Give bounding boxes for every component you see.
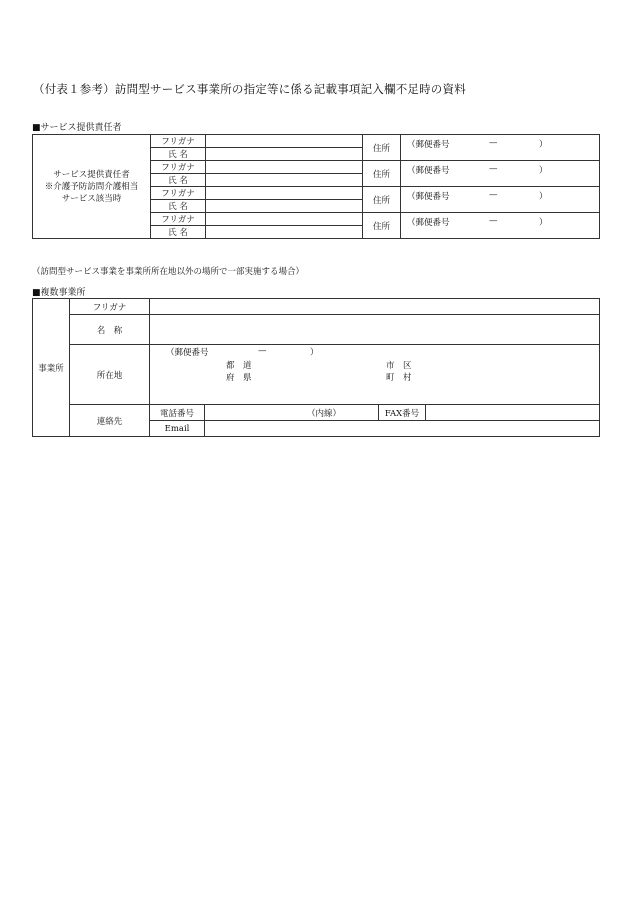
fax-label: FAX番号 bbox=[379, 405, 426, 421]
address-field[interactable] bbox=[401, 187, 600, 213]
multiple-offices-table bbox=[32, 298, 600, 437]
prefecture-top: 都 道 bbox=[226, 361, 252, 371]
service-manager-table bbox=[32, 134, 600, 239]
email-label: Email bbox=[150, 421, 205, 437]
furigana-label: フリガナ bbox=[151, 161, 206, 174]
address-field[interactable] bbox=[401, 161, 600, 187]
postal-dash: — bbox=[489, 190, 498, 200]
name-field[interactable] bbox=[206, 226, 363, 239]
name-label: 氏 名 bbox=[151, 148, 206, 161]
section-heading-service-manager: ■サービス提供責任者 bbox=[32, 123, 122, 133]
postal-label: （郵便番号 bbox=[166, 348, 209, 358]
furigana-field[interactable] bbox=[206, 161, 363, 174]
furigana-field[interactable] bbox=[206, 187, 363, 200]
furigana-label: フリガナ bbox=[151, 213, 206, 226]
name-label: 氏 名 bbox=[151, 200, 206, 213]
address-field[interactable] bbox=[401, 135, 600, 161]
postal-close: ） bbox=[310, 348, 319, 358]
postal-label: （郵便番号 bbox=[407, 166, 450, 176]
postal-close: ） bbox=[539, 166, 548, 176]
section-note: （訪問型サービス事業を事業所所在地以外の場所で一部実施する場合） bbox=[32, 267, 305, 277]
furigana-label: フリガナ bbox=[70, 299, 150, 315]
postal-label: （郵便番号 bbox=[407, 140, 450, 150]
fax-field[interactable] bbox=[426, 405, 600, 421]
page-title: （付表１参考）訪問型サービス事業所の指定等に係る記載事項記入欄不足時の資料 bbox=[33, 82, 466, 96]
furigana-label: フリガナ bbox=[151, 135, 206, 148]
name-label: 名 称 bbox=[70, 315, 150, 345]
postal-close: ） bbox=[539, 218, 548, 228]
phone-field[interactable] bbox=[205, 405, 379, 421]
postal-label: （郵便番号 bbox=[407, 218, 450, 228]
location-label: 所在地 bbox=[70, 345, 150, 405]
postal-close: ） bbox=[539, 140, 548, 150]
postal-dash: — bbox=[489, 216, 498, 226]
contact-label: 連絡先 bbox=[70, 405, 150, 437]
address-field[interactable] bbox=[401, 213, 600, 239]
service-manager-label: サービス提供責任者 ※介護予防訪問介護相当 サービス該当時 bbox=[33, 135, 151, 239]
office-label: 事業所 bbox=[33, 299, 70, 437]
phone-label: 電話番号 bbox=[150, 405, 205, 421]
postal-dash: — bbox=[489, 164, 498, 174]
city-top: 市 区 bbox=[386, 361, 412, 371]
address-label: 住所 bbox=[363, 135, 401, 161]
postal-close: ） bbox=[539, 192, 548, 202]
city-bottom: 町 村 bbox=[386, 373, 412, 383]
address-label: 住所 bbox=[363, 213, 401, 239]
name-label: 氏 名 bbox=[151, 174, 206, 187]
extension-label: （内線） bbox=[307, 409, 342, 419]
furigana-field[interactable] bbox=[206, 135, 363, 148]
name-field[interactable] bbox=[150, 315, 600, 345]
email-field[interactable] bbox=[205, 421, 600, 437]
furigana-field[interactable] bbox=[150, 299, 600, 315]
prefecture-bottom: 府 県 bbox=[226, 373, 252, 383]
name-field[interactable] bbox=[206, 174, 363, 187]
name-field[interactable] bbox=[206, 148, 363, 161]
address-label: 住所 bbox=[363, 187, 401, 213]
location-field[interactable] bbox=[150, 345, 600, 405]
name-label: 氏 名 bbox=[151, 226, 206, 239]
section-heading-multiple-offices: ■複数事業所 bbox=[32, 288, 86, 298]
postal-label: （郵便番号 bbox=[407, 192, 450, 202]
furigana-field[interactable] bbox=[206, 213, 363, 226]
postal-dash: — bbox=[258, 346, 267, 356]
furigana-label: フリガナ bbox=[151, 187, 206, 200]
address-label: 住所 bbox=[363, 161, 401, 187]
postal-dash: — bbox=[489, 138, 498, 148]
name-field[interactable] bbox=[206, 200, 363, 213]
